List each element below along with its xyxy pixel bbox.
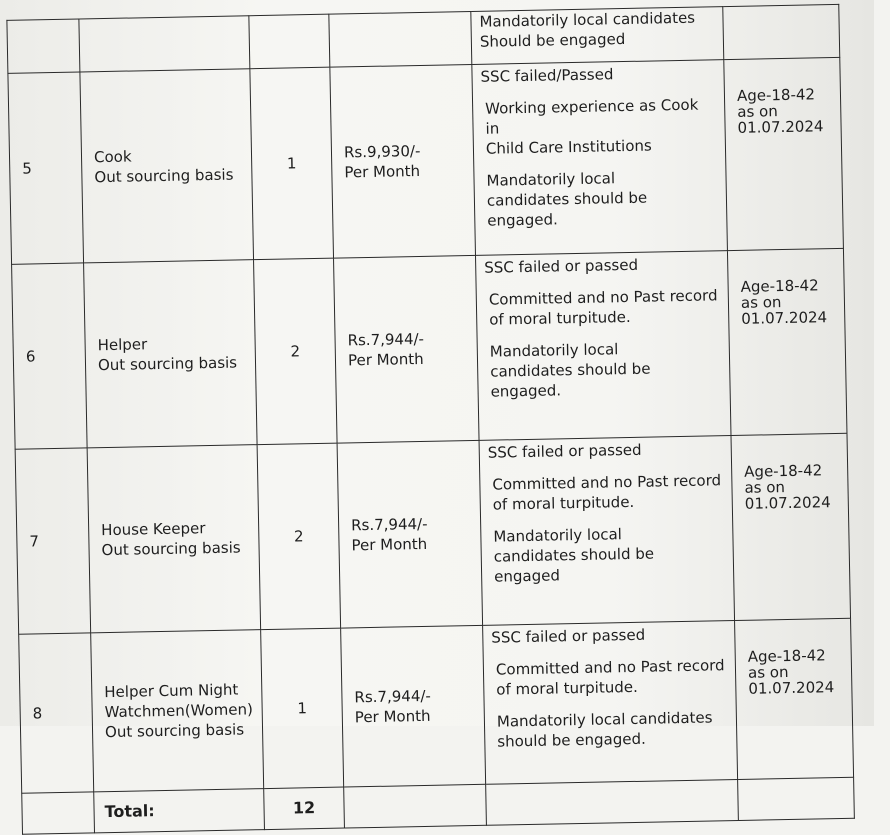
salary-cell — [330, 64, 476, 258]
age-date: 01.07.2024 — [741, 308, 828, 328]
qualification-line: Committed and no Past record — [488, 286, 718, 309]
qualification-line: of moral turpitude. — [489, 307, 631, 329]
age-date: 01.07.2024 — [748, 678, 835, 698]
salary-cell — [337, 440, 483, 628]
qualification-line: candidates should be — [493, 544, 655, 566]
qualification-local — [482, 166, 718, 231]
salary-amount: Rs.9,930/- — [343, 141, 421, 162]
age-date: 01.07.2024 — [744, 493, 831, 513]
post-name: Helper — [97, 335, 148, 355]
qualification-local — [489, 522, 725, 587]
recruitment-table — [6, 4, 854, 835]
post-basis: Out sourcing basis — [101, 538, 241, 560]
post-basis: Out sourcing basis — [97, 353, 238, 375]
total-label: Total: — [94, 789, 265, 833]
age-range: Age-18-42 — [740, 276, 819, 296]
qualification-line: engaged. — [490, 381, 562, 401]
post-name: House Keeper — [101, 519, 206, 540]
post-cell — [79, 16, 250, 72]
qualification-conduct — [492, 655, 728, 700]
qualification-cell — [475, 251, 731, 441]
qualification-line: Child Care Institutions — [485, 136, 652, 158]
post-name: Cook — [93, 147, 132, 167]
sno-cell — [22, 792, 95, 834]
post-cell — [84, 260, 258, 448]
qualification-cell — [472, 60, 728, 256]
table-row — [8, 57, 844, 264]
qualification-education: SSC failed or passed — [484, 255, 639, 277]
age-range: Age-18-42 — [744, 461, 823, 481]
qualification-line: engaged — [493, 566, 561, 586]
qualification-line: Working experience as Cook in — [485, 95, 699, 138]
post-cell — [91, 630, 264, 792]
salary-period: Per Month — [354, 706, 431, 727]
qualification-conduct — [488, 470, 724, 515]
qualification-line: of moral turpitude. — [492, 492, 635, 514]
qualification-line: Committed and no Past record — [492, 471, 722, 494]
sno-cell: 6 — [12, 263, 88, 449]
qualification-cell — [471, 7, 724, 65]
table-row — [12, 248, 847, 449]
post-basis: Out sourcing basis — [104, 720, 245, 742]
qualification-line: Mandatorily local candidates — [496, 708, 713, 731]
age-range: Age-18-42 — [736, 85, 816, 105]
age-cell — [738, 777, 855, 820]
qualification-line: Mandatorily local candidates — [479, 8, 696, 31]
salary-period: Per Month — [344, 161, 421, 182]
post-cell — [87, 445, 261, 633]
qualification-line: Mandatorily local — [493, 525, 623, 546]
age-cell — [727, 248, 847, 435]
qualification-line: Committed and no Past record — [495, 656, 725, 679]
count-cell: 2 — [257, 443, 341, 630]
qualification-line: of moral turpitude. — [496, 677, 638, 699]
age-as-on: as on — [744, 478, 786, 497]
qualification-experience — [481, 94, 717, 159]
qualification-cell — [486, 779, 739, 825]
table-row — [19, 618, 854, 793]
age-as-on: as on — [740, 293, 782, 312]
age-as-on: as on — [747, 662, 789, 682]
total-count: 12 — [264, 787, 345, 830]
age-date: 01.07.2024 — [737, 117, 824, 137]
qualification-education: SSC failed or passed — [491, 625, 646, 647]
age-range: Age-18-42 — [747, 646, 826, 666]
salary-cell — [334, 255, 480, 443]
salary-amount: Rs.7,944/- — [350, 514, 428, 535]
qualification-local — [486, 337, 722, 402]
qualification-line: Mandatorily local — [489, 340, 619, 361]
salary-cell — [344, 784, 487, 828]
count-cell: 1 — [250, 67, 334, 260]
qualification-local — [493, 707, 729, 752]
sno-cell: 8 — [19, 633, 94, 793]
age-as-on: as on — [737, 102, 778, 121]
sno-cell — [7, 19, 80, 73]
salary-cell — [341, 625, 486, 787]
salary-amount: Rs.7,944/- — [347, 329, 425, 350]
post-name-continued: Watchmen(Women) — [104, 700, 254, 722]
post-basis: Out sourcing basis — [94, 165, 234, 187]
count-cell: 2 — [254, 258, 338, 445]
salary-amount: Rs.7,944/- — [354, 686, 432, 707]
qualification-line: candidates should be — [486, 188, 648, 210]
age-cell — [723, 4, 840, 59]
sno-cell: 7 — [15, 448, 91, 634]
post-name: Helper Cum Night — [104, 680, 239, 702]
post-cell — [80, 69, 254, 263]
age-cell — [724, 57, 844, 250]
salary-period: Per Month — [347, 349, 424, 370]
qualification-line: engaged. — [487, 210, 558, 230]
salary-cell — [329, 11, 472, 67]
age-cell — [731, 433, 851, 620]
qualification-line: should be engaged. — [497, 729, 646, 751]
salary-period: Per Month — [351, 534, 428, 555]
qualification-line: Mandatorily local — [486, 169, 616, 190]
age-cell — [735, 618, 854, 779]
qualification-line: Should be engaged — [479, 30, 626, 51]
qualification-education: SSC failed/Passed — [480, 65, 614, 86]
qualification-conduct — [485, 285, 721, 330]
qualification-cell — [479, 436, 735, 626]
qualification-line: candidates should be — [490, 359, 651, 381]
qualification-cell — [483, 621, 738, 785]
table-row — [15, 433, 850, 634]
qualification-education: SSC failed or passed — [487, 440, 642, 462]
count-cell — [249, 14, 330, 69]
count-cell: 1 — [261, 628, 344, 789]
sno-cell: 5 — [8, 72, 84, 264]
